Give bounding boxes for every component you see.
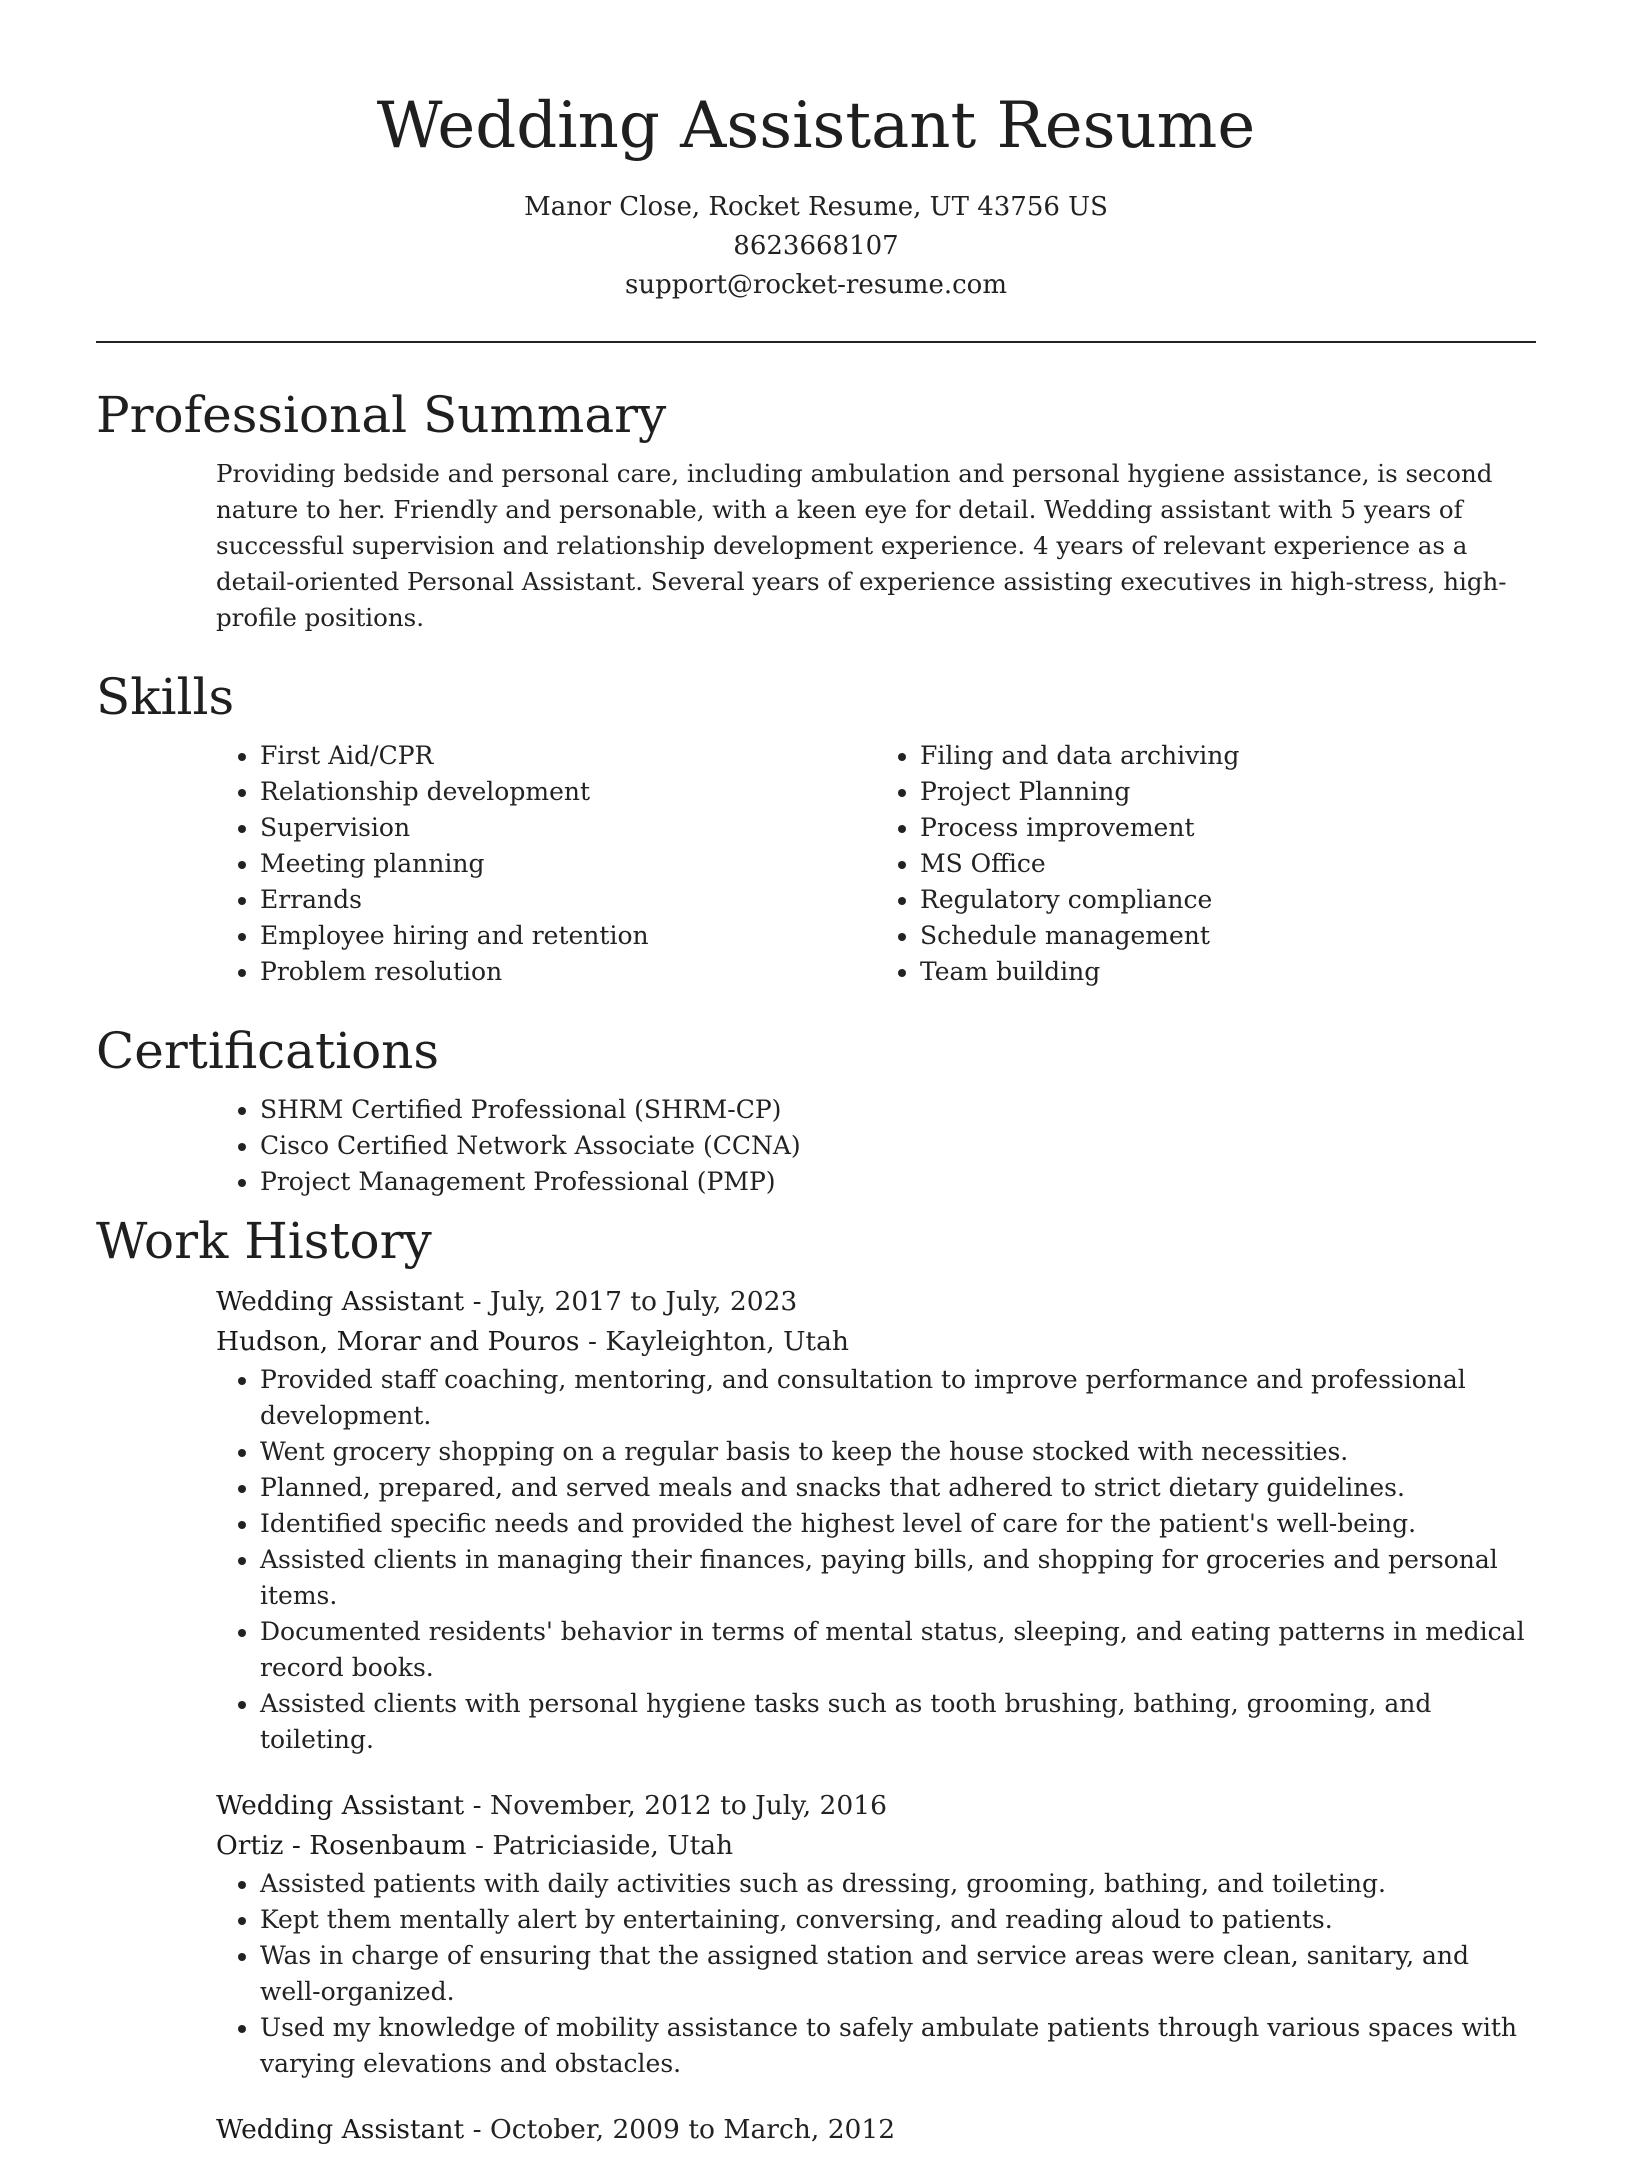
skills-body [96,738,1536,990]
job-duty-item: • Kept them mentally alert by entertaining, conversing, and reading aloud to patients. [260,1902,1536,1938]
skill-item: • Regulatory compliance [920,882,1536,918]
address-text: Manor Close, Rocket Resume, UT 43756 US [524,192,1108,222]
certifications-section [96,1010,1536,1200]
job-company-line [216,1826,1536,1866]
job-duties-list [216,1866,1536,2082]
skill-item: • Filing and data archiving [920,738,1536,774]
work-history-heading: Work History [96,1212,432,1270]
skill-item: • MS Office [920,846,1536,882]
skill-item: • Team building [920,954,1536,990]
job-duty-item: • Went grocery shopping on a regular basis to keep the house stocked with necessities. [260,1434,1536,1470]
job-title: Wedding Assistant [216,1286,465,1317]
skills-grid [216,738,1536,990]
skill-item: • Employee hiring and retention [260,918,876,954]
contact-block [96,188,1536,305]
certification-item: • SHRM Certified Professional (SHRM-CP) [260,1092,1536,1128]
job-title: Wedding Assistant [216,2114,465,2145]
certifications-list [216,1092,1536,1200]
job-dates: October, 2009 to March, 2012 [490,2114,896,2145]
phone-text: 8623668107 [733,231,899,261]
job-separator: - [472,1790,491,1821]
job-location: Kayleighton, Utah [605,1326,849,1357]
skill-item: • Process improvement [920,810,1536,846]
job-title-line [216,2110,1536,2150]
skill-item: • Problem resolution [260,954,876,990]
job-separator: - [472,2114,491,2145]
skill-item: • First Aid/CPR [260,738,876,774]
job-company: Hudson, Morar and Pouros [216,1326,580,1357]
work-history-section [96,1200,1536,2150]
summary-heading: Professional Summary [96,386,667,444]
job-separator: - [474,1830,493,1861]
job-location: Patriciaside, Utah [492,1830,734,1861]
summary-section [96,374,1536,636]
job-separator: - [587,1326,606,1357]
work-history-body [96,1282,1536,2150]
skills-section [96,656,1536,990]
job-entry [216,2110,1536,2150]
certifications-body [96,1092,1536,1200]
job-duties-list [216,1362,1536,1758]
resume-header [96,82,1536,305]
summary-body [96,456,1536,636]
skill-item: • Schedule management [920,918,1536,954]
job-duty-item: • Planned, prepared, and served meals and snacks that adhered to strict dietary guidelines. [260,1470,1536,1506]
job-entry [216,1786,1536,2082]
skills-list-left [216,738,876,990]
job-duty-item: • Documented residents' behavior in terms of mental status, sleeping, and eating patterns in medical record books. [260,1614,1536,1686]
job-title-line [216,1282,1536,1322]
skill-item: • Relationship development [260,774,876,810]
header-divider [96,341,1536,343]
job-dates: July, 2017 to July, 2023 [490,1286,798,1317]
job-dates: November, 2012 to July, 2016 [490,1790,888,1821]
skills-list-right [876,738,1536,990]
skill-item: • Errands [260,882,876,918]
job-duty-item: • Provided staff coaching, mentoring, and consultation to improve performance and professional development. [260,1362,1536,1434]
job-duty-item: • Assisted clients in managing their finances, paying bills, and shopping for groceries and personal items. [260,1542,1536,1614]
certifications-heading: Certifications [96,1022,440,1080]
skill-item: • Supervision [260,810,876,846]
summary-text: Providing bedside and personal care, including ambulation and personal hygiene assistance, is second nature to her. Friendly and personable, with a keen eye for detail. Wedding assistant with 5 years of successful supervision and relationship development experience. 4 years of relevant experience as a detail-oriented Personal Assistant. Several years of experience assisting executives in high-stress, high-profile positions. [216,459,1507,632]
skills-heading: Skills [96,668,235,726]
resume-title: Wedding Assistant Resume [376,89,1256,163]
job-entry [216,1282,1536,1758]
job-company: Ortiz - Rosenbaum [216,1830,467,1861]
email-text: support@rocket-resume.com [624,270,1007,300]
skill-item: • Meeting planning [260,846,876,882]
certification-item: • Cisco Certified Network Associate (CCNA) [260,1128,1536,1164]
job-duty-item: • Assisted patients with daily activities such as dressing, grooming, bathing, and toileting. [260,1866,1536,1902]
job-separator: - [472,1286,491,1317]
job-title-line [216,1786,1536,1826]
certification-item: • Project Management Professional (PMP) [260,1164,1536,1200]
job-company-line [216,1322,1536,1362]
job-duty-item: • Identified specific needs and provided the highest level of care for the patient's well-being. [260,1506,1536,1542]
job-duty-item: • Was in charge of ensuring that the assigned station and service areas were clean, sanitary, and well-organized. [260,1938,1536,2010]
job-duty-item: • Assisted clients with personal hygiene tasks such as tooth brushing, bathing, grooming, and toileting. [260,1686,1536,1758]
job-duty-item: • Used my knowledge of mobility assistance to safely ambulate patients through various spaces with varying elevations and obstacles. [260,2010,1536,2082]
skill-item: • Project Planning [920,774,1536,810]
resume-content [96,374,1536,2178]
job-title: Wedding Assistant [216,1790,465,1821]
